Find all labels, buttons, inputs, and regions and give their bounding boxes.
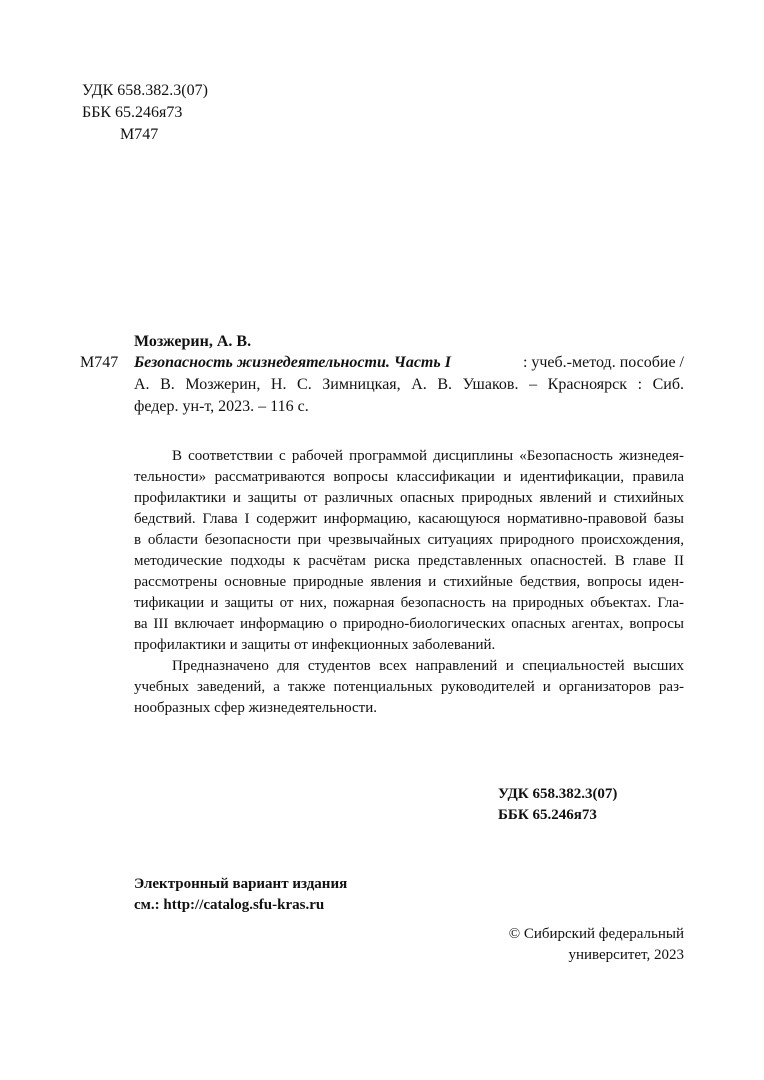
bbk-code-bottom: ББК 65.246я73 [498, 807, 597, 823]
abstract-line: бедствий. Глава I содержит информацию, касающуюся нормативно-правовой базы [134, 511, 684, 527]
udk-code-top: УДК 658.382.3(07) [82, 82, 208, 99]
abstract-line: учебных заведений, а также потенциальных руководителей и организаторов раз- [134, 679, 684, 695]
abstract-line: В соответствии с рабочей программой дисциплины «Безопасность жизнедея- [172, 448, 684, 464]
abstract-line: профилактики и защиты от различных опасных природных явлений и стихийных [134, 490, 684, 506]
abstract-line: ва III включает информацию о природно-биологических опасных агентах, вопросы [134, 616, 684, 632]
publication-line: федер. ун-т, 2023. – 116 с. [134, 398, 309, 415]
abstract-line: рассмотрены основные природные явления и стихийные бедствия, вопросы иден- [134, 574, 684, 590]
abstract-line: методические подходы к расчётам риска представленных опасностей. В главе II [134, 553, 684, 569]
abstract-line: Предназначено для студентов всех направлений и специальностей высших [172, 658, 684, 674]
copyright-line: © Сибирский федеральный [508, 926, 684, 942]
udk-code-bottom: УДК 658.382.3(07) [498, 786, 618, 802]
shelf-mark: М747 [80, 354, 119, 371]
abstract-line: тельности» рассматриваются вопросы классификации и идентификации, правила [134, 469, 684, 485]
title-continuation: : учеб.-метод. пособие / [522, 354, 684, 371]
bibliographic-title-line [134, 352, 684, 373]
abstract-line: нообразных сфер жизнедеятельности. [134, 700, 377, 716]
copyright-year: университет, 2023 [568, 947, 684, 963]
author-mark-top: М747 [120, 126, 159, 143]
abstract-line: в области безопасности при чрезвычайных ситуациях природного происхождения, [134, 532, 684, 548]
bbk-code-top: ББК 65.246я73 [82, 104, 183, 121]
book-title: Безопасность жизнедеятельности. Часть I [134, 354, 451, 371]
responsibility-line: А. В. Мозжерин, Н. С. Зимницкая, А. В. Ушаков. – Красноярск : Сиб. [134, 376, 684, 393]
catalog-link: см.: http://catalog.sfu-kras.ru [134, 897, 325, 913]
electronic-version-label: Электронный вариант издания [134, 876, 348, 892]
abstract-line: тификации и защиты от них, пожарная безопасность на природных объектах. Гла- [134, 595, 684, 611]
abstract-line: профилактики и защиты от инфекционных заболеваний. [134, 637, 496, 653]
author-heading: Мозжерин, А. В. [134, 333, 252, 350]
